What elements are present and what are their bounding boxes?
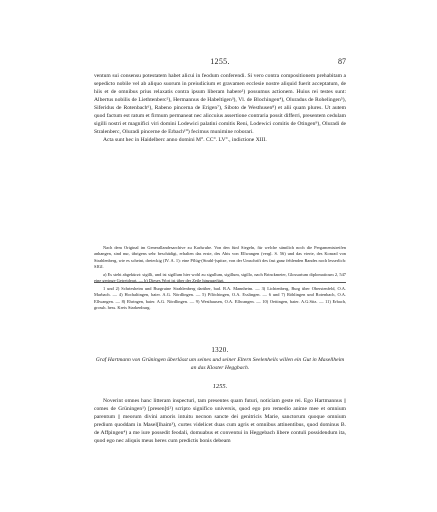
- textual-notes: a) Es steht abgekürzt: sigilli, und ist sigillum hier wohl zu sigullum, sigillum, sigillo, nach Brinckmeier, Glossarium diplomaticum 2, 547 eine geringe Getreideart. — b) Dieses Wort ist über der Zeile hinzugefügt.: [94, 272, 346, 284]
- source-description: Nach dem Original im Generallandesarchive zu Karlsruhe. Von den fünf Siegeln, für welche sämtlich noch die Pergamentstreifen anhangen, sind nur, übrigens sehr beschädigt, erhalten das erste, des Abts von Ellwangen (vergl. S. 56) und das vierte, des Konrad von Strahlenberg, wie es scheint, dreieckig (IV. A. 1): eine Pflüg-(Strahl-)spitze, von der Umschrift des fast ganz fehlenden Randes noch lesserlich: SIGI.: [94, 245, 346, 269]
- page-number: 87: [338, 57, 346, 66]
- document-number: 1320.: [211, 346, 229, 354]
- document-date: 1255.: [212, 383, 228, 390]
- header-year: 1255.: [210, 57, 230, 66]
- source-note: [94, 245, 346, 285]
- footnote-list: 1 und 2) Schriesheim und Burgruine Strahlenberg darüber, bad. B.A. Mannheim. — 3) Lichtenberg, Burg über Oberstenfeld, O.A. Marbach. — 4) Hochaltingen, baier. A.G. Nördlingen. — 5) Pflöchingen, O.A. Esslingen. — 6 und 7) Röhlingen und Rotenbach, O.A. Ellwangen. — 8) Ehringen, baier. A.G. Nördlingen. — 9) Westhausen, O.A. Ellwangen. — 10) Oettingen, baier. A.G.Sitz. — 11) Erbach, grossh. hess. Kreis Starkenburg.: [94, 286, 346, 310]
- document-paragraph: Noverint omnes hanc litteram inspecturi, tam presentes quam futuri, noticiam geste rei. Ego Hartmannus || comes de Grüningen¹) [presen]ti²) scripto significo universis, quod ego pro remedio anime mee et omnium parentum || meorum divini amoris intuitu necnon sancte dei genitricis Marie, sanctorum quoque omnium predium quoddam in Masel[lhaim³), curtes videlicet duas cum agris et omnibus attinentibus, quod dominus B. de Affpingen⁴) a me iure possedit feodali, domuabus et conventui in Heggebach libere contuli possidendum ita, quod ego nec aliquis meus heres cum predictis bonis debeam: [94, 398, 346, 445]
- document-text: [94, 397, 346, 445]
- charter-dating-clause: Acta sunt hec in Haidelberc anno domini M°. CC°. LV°., indictione XIII.: [103, 137, 267, 144]
- footnote-divider: [94, 282, 346, 283]
- charter-paragraph: ventum sui consensu potestatem habet alicui in feodum conferendi. Si vero contra compositionem prehabitam a sepedicto nobile vel ab aliquo suorum in preiudicium et gravamen ecclesie nostre aliquid fuerit acceptatum, de hiis et de omnibus prius relaxatis contra ipsum liberam habere¹) possumus actionem. Huius rei testes sunt: Albertus nobilis de Liethtenberc²), Hermannus de Habeltigen³), Vl. de Blochingen⁴), Oluradus de Rohelingen⁵), Siferidus de Rotenbach⁶), Rabeno pincerna de Erigen⁷), Siboto de Westhusen⁸) et alii quam plures. Ut autem quod factum est ratum et firmum permaneat nec aliccuius assertione contraria possit differri, presentem cedulam sigilli nostri et magnifici viri domini Lodewici palatini comitis Reni, Lodewici comitis de Otingen⁹), Oluradi de Stralenberc, Oluradi pincerne de Erbach¹⁰) fecimus munimine roborari.: [94, 73, 346, 136]
- document-regest: Graf Hartmann von Grüningen überlässt um seines und seiner Eltern Seelenheils willen ein Gut in Masellheim an das Kloster Heggbach.: [95, 357, 345, 371]
- page-header: [94, 57, 346, 69]
- charter-text-continued: [94, 72, 346, 144]
- footnotes: [94, 286, 346, 311]
